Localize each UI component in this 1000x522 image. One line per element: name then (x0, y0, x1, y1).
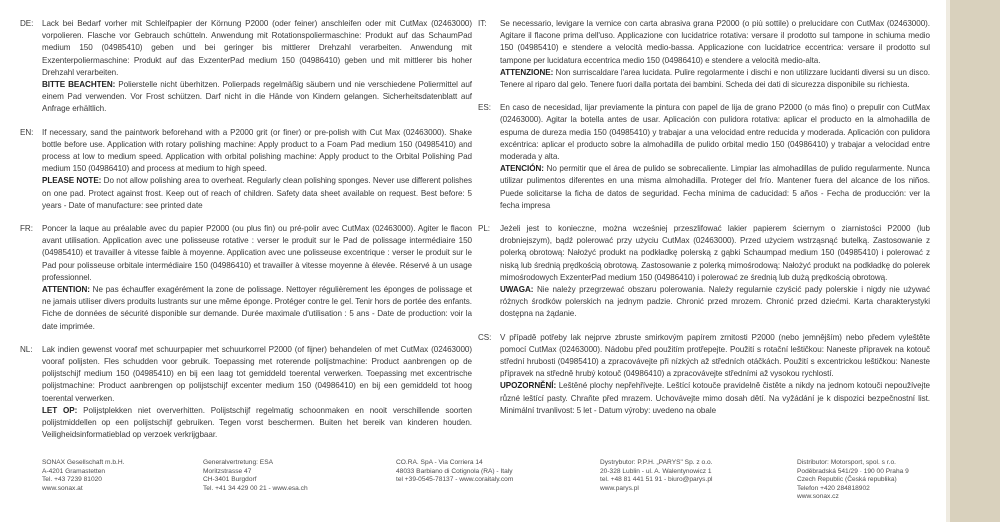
lang-code: PL: (478, 224, 490, 234)
lang-code: EN: (20, 127, 34, 137)
address-line: Telefon +420 284818902 (797, 484, 870, 492)
warning-text: Ne pas échauffer exagérément la zone de polissage. Nettoyer régulièrement les éponges de polissage et ne jamais utiliser divers produits lustrants sur une même éponge. Protéger contre le gel. Tenir hors de portée des enfants. Fiche de données de sécurité disponible sur demande. Durée maximale d'utilisation : 5 ans - Date de production: voir la date imprimée. (42, 285, 472, 331)
section-body (500, 332, 930, 417)
address-line: Dystrybutor: P.P.H. „PARYS" Sp. z o.o. (600, 459, 713, 466)
section-body (42, 344, 472, 442)
address-line: www.sonax.at (42, 484, 83, 492)
section-cs (478, 332, 930, 417)
section-pl (478, 223, 930, 321)
address-line: Tel. +41 34 429 00 21 - www.esa.ch (203, 484, 308, 492)
warning-label: ATTENZIONE: (500, 67, 554, 77)
warning-label: ATENCIÓN: (500, 164, 544, 174)
warning-label: BITTE BEACHTEN: (42, 80, 116, 90)
instructions-text: Poncer la laque au préalable avec du papier P2000 (ou plus fin) ou pré-polir avec CutMax (02463000). Agiter le flacon avant utilisation. Application avec une polisseuse rotative : verser le produit sur le Pad de polissage intermédiaire 150 (04985410) et travailler à vitesse faible à moyenne. Application avec une polisseuse excentrique : verser le produit sur le Pad pour polisseuse orbitale intermédiaire 150 (04986410) et travailler à vitesse moyenne à élevée. Réservé à un usage professionnel. (42, 224, 472, 282)
left-text-column (20, 18, 472, 453)
section-fr (20, 223, 472, 333)
lang-code: FR: (20, 224, 33, 234)
distributor-czech (797, 459, 942, 502)
warning-text: Leštěné plochy nepřehřívejte. Leštící kotouče pravidelně čistěte a nikdy na jednom kotouči nepoužívejte různé leštící pasty. Chraňte před mrazem. Uchovávejte mimo dosah dětí. Na vyžádání je k dispozici bezpečnostní list. Minimální trvanlivost: 5 let - Datum výroby: uvedeno na obale (500, 381, 931, 415)
warning-label: UWAGA: (500, 285, 534, 295)
address-line: Poděbradská 541/29 · 190 00 Praha 9 (797, 467, 909, 475)
address-line: Moritzstrasse 47 (203, 467, 252, 475)
section-en (20, 127, 472, 212)
address-line: Generalvertretung: ESA (203, 459, 274, 466)
address-line: www.sonax.cz (797, 493, 839, 501)
decorative-side-band (946, 0, 1000, 522)
instructions-text: V případě potřeby lak nejprve zbruste smirkovým papírem zrnitosti P2000 (nebo jemnějším) nebo předem vyleštěte pomocí CutMax (02463000). Nádobu před použitím protřepejte. Použití s rotační leštičkou: Naneste přípravek na kotouč střední hrubosti (04985410) a zpracovávejte při nízkých až středních otáčkách. Použití s excentrickou leštičkou: Naneste přípravek na středně hrubý kotouč (04986410) a zpracovávejte středními až vysokou rychlostí. (500, 332, 930, 379)
warning-text: Polijstplekken niet oververhitten. Polijstschijf regelmatig schoonmaken en nooit verschillende soorten polijstmiddellen op een polijstschijf gebruiken. Tegen vorst beschermen. Buiten het bereik van kinderen houden. Veiligheidsinformatieblad op verzoek verkrijgbaar. (42, 405, 473, 440)
warning-label: UPOZORNĚNÍ: (500, 381, 557, 391)
warning-text: Non surriscaldare l'area lucidata. Pulire regolarmente i dischi e non utilizzare lucidanti diversi su un disco. Tenere al riparo dal gelo. Tenere fuori dalla portata dei bambini. Scheda dei dati di sicurezza disponibile su richiesta. (500, 67, 930, 90)
warning-text: Nie należy przegrzewać obszaru polerowania. Należy regularnie czyścić pady polerskie i nigdy nie używać różnych środków polerskich na jednym padzie. Chronić przed mrozem. Chronić przed dziećmi. Karta charakterystyki dostępna na żądanie. (500, 285, 931, 319)
distributor-italy (396, 459, 566, 485)
section-body (42, 223, 472, 333)
section-es (478, 102, 930, 212)
warning-label: ATTENTION: (42, 285, 90, 295)
section-body (500, 102, 930, 212)
distributor-switzerland (203, 459, 373, 493)
section-body (42, 127, 472, 212)
warning-text: Do not allow polishing area to overheat. Regularly clean polishing sponges. Never use different polishes on one pad. Protect against frost. Keep out of reach of children. Safety data sheet available on request. Best before: 5 years - Date of manufacture: see printed date (42, 176, 472, 210)
address-line: 48033 Barbiano di Cotignola (RA) - Italy (396, 467, 513, 475)
address-line: tel +39-0545-78137 - www.coraitaly.com (396, 476, 514, 484)
instructions-text: If necessary, sand the paintwork beforehand with a P2000 grit (or finer) or pre-polish with Cut Max (02463000). Shake bottle before use. Application with rotary polishing machine: Apply product to a Foam Pad medium 150 (04985410) and process at low to medium speed. Application with orbital polishing machine: Apply product to the Orbital Polishing Pad medium 150 (04986410) and process at medium to high speed. (42, 127, 472, 174)
distributor-austria (42, 459, 212, 493)
address-line: CO.RA. SpA - Via Corriera 14 (396, 459, 483, 466)
instructions-text: Lack bei Bedarf vorher mit Schleifpapier der Körnung P2000 (oder feiner) anschleifen oder mit CutMax (02463000) vorpolieren. Flasche vor Gebrauch schütteln. Anwendung mit Rotationspoliermaschine: Produkt auf das SchaumPad medium 150 (04985410) geben und bei geringer bis mittlerer Drehzahl verarbeiten. Anwendung mit Exzenterpoliermaschine: Produkt auf das ExzenterPad medium 150 (04986410) geben und mit mittlerer bis hoher Drehzahl verarbeiten. (42, 19, 472, 77)
instructions-text: En caso de necesidad, lijar previamente la pintura con papel de lija de grano P2000 (o más fino) o prepulir con CutMax (02463000). Agitar la botella antes de usar. Aplicación con pulidora rotativa: aplicar el producto en la almohadilla de espuma de dureza media 150 (04985410) y trabajar a una velocidad entre reducida y moderada. Aplicación con pulidora excéntrica: aplicar el producto sobre la almohadilla de pulido orbital medio 150 (04986410) y trabajar a velocidad entre moderada y alta. (500, 103, 930, 162)
section-body (500, 223, 930, 321)
lang-code: CS: (478, 332, 492, 342)
warning-text: Polierstelle nicht überhitzen. Polierpads regelmäßig säubern und nie verschiedene Poliermittel auf einem Pad verwenden. Vor Frost schützen. Darf nicht in die Hände von Kindern gelangen. Sicherheitsdatenblatt auf Anfrage erhältlich. (42, 80, 472, 114)
address-line: www.parys.pl (600, 484, 639, 492)
lang-code: ES: (478, 103, 491, 113)
section-body (500, 18, 930, 91)
instructions-text: Jeżeli jest to konieczne, można wcześniej przeszlifować lakier papierem ściernym o ziarnistości P2000 (lub drobniejszym), bądź polerować przy użyciu CutMax (02463000). Przed użyciem wstrząsnąć butelką. Zastosowanie z polerką obrotową: Nałożyć produkt na podkładkę polerską z gąbki Schaumpad medium 150 (04985410) i polerować z niską lub średnią prędkością obrotową. Zastosowanie z polerką mimośrodową: Nałożyć produkt na podkładkę do polerek mimośrodowych ExzenterPad medium 150 (04986410) i polerować ze średnią lub dużą prędkością obrotową. (500, 224, 930, 282)
address-line: CH-3401 Burgdorf (203, 476, 257, 484)
lang-code: DE: (20, 19, 34, 28)
address-line: SONAX Gesellschaft m.b.H. (42, 459, 125, 466)
section-body (42, 18, 472, 116)
lang-code: IT: (478, 19, 487, 28)
section-it (478, 18, 930, 91)
instructions-text: Lak indien gewenst vooraf met schuurpapier met schuurkorrel P2000 (of fijner) behandelen of met CutMax (02463000) vooraf polijsten. Fles schudden voor gebruik. Toepassing met roterende polijstmachine: Product aanbrengen op de polijstschijf medium 150 (04985410) en bij een laag tot gemiddeld toerental verwerken. Toepassing met excentrische polijstmachine: Product aanbrengen op polijstschijf excenter medium 150 (04986410) en bij een gemiddeld tot hoog toerental verwerken. (42, 344, 472, 403)
lang-code: NL: (20, 344, 33, 354)
instructions-text: Se necessario, levigare la vernice con carta abrasiva grana P2000 (o più sottile) o prelucidare con CutMax (02463000). Agitare il flacone prima dell'uso. Applicazione con lucidatrice rotativa: versare il prodotto sul tampone in schiuma medio 150 (04985410) e stendere a velocità medio-bassa. Applicazione con lucidatrice eccentrica: versare il prodotto sul tampone per lucidatura eccentrica medio 150 (04986410) e stendere a velocità medio-alta. (500, 19, 930, 65)
address-line: Distributor: Motorsport, spol. s r.o. (797, 459, 896, 466)
section-nl (20, 344, 472, 442)
address-line: 20-328 Lublin - ul. A. Walentynowicz 1 (600, 467, 712, 475)
distributor-poland (600, 459, 770, 493)
address-line: Czech Republic (Česká republika) (797, 476, 897, 484)
address-line: tel. +48 81 441 51 91 - biuro@parys.pl (600, 476, 713, 484)
address-line: Tel. +43 7239 81020 (42, 476, 102, 484)
distributor-footer (0, 459, 946, 519)
section-de (20, 18, 472, 116)
address-line: A-4201 Gramastetten (42, 467, 106, 475)
warning-label: PLEASE NOTE: (42, 176, 102, 186)
right-text-column (478, 18, 930, 428)
warning-text: No permitir que el área de pulido se sobrecaliente. Limpiar las almohadillas de pulido regularmente. Nunca utilizar pulimentos diferentes en una misma almohadilla. Proteger del frío. Mantener fuera del alcance de los niños. Puede solicitarse la ficha de datos de seguridad. Fecha mínima de caducidad: 5 años - Fecha de producción: ver la fecha impresa (500, 164, 930, 210)
warning-label: LET OP: (42, 405, 78, 415)
